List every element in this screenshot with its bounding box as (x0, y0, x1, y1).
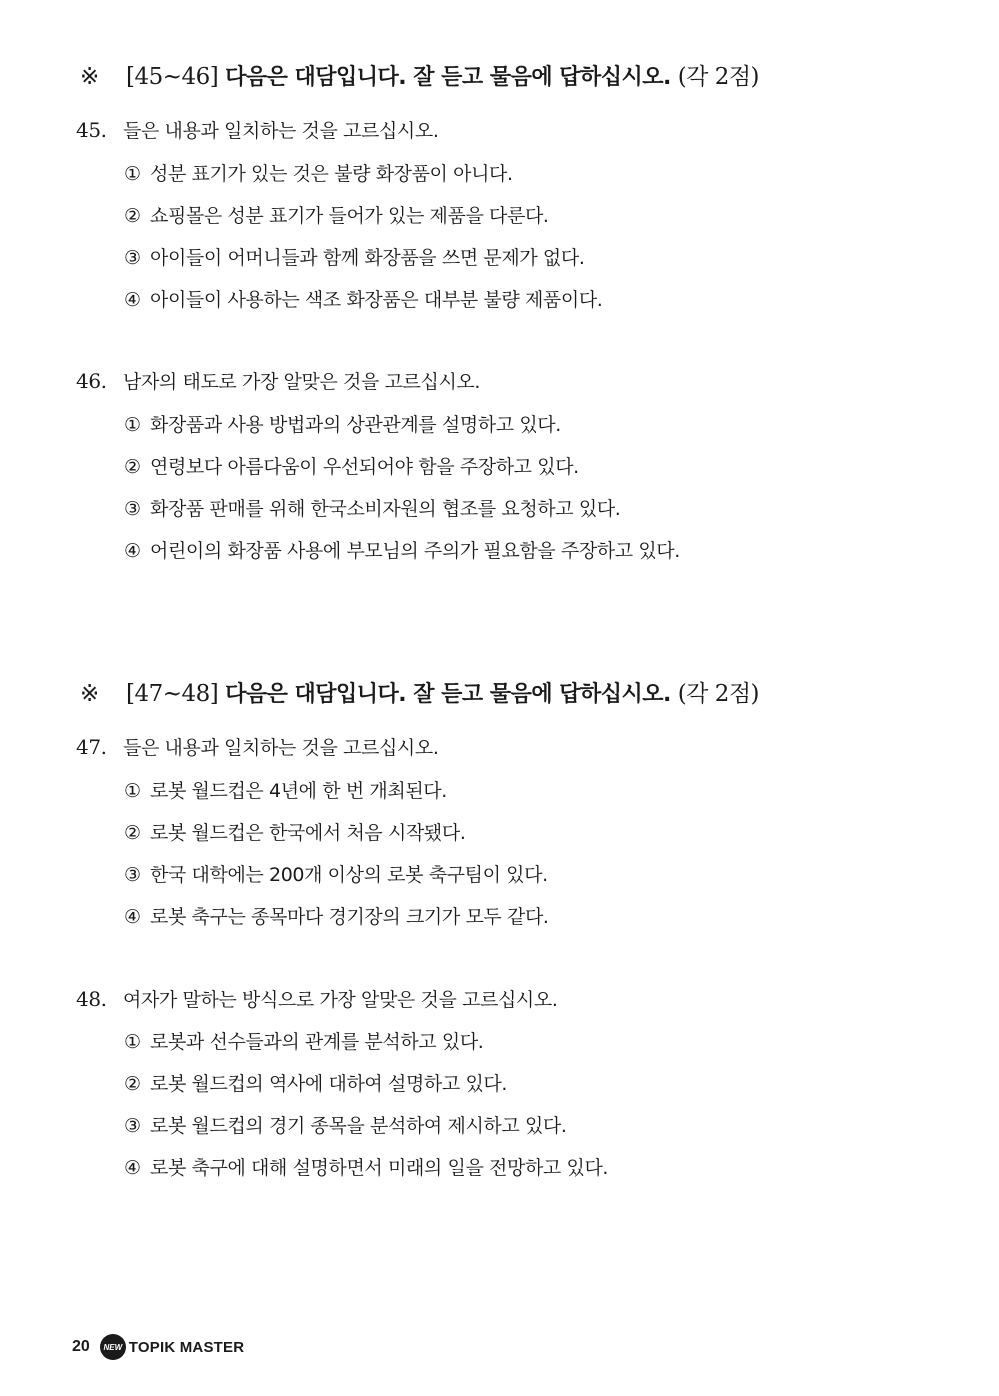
option-marker: ④ (124, 1157, 141, 1179)
option-48-4[interactable] (124, 1153, 608, 1180)
question-number: 47. (76, 735, 107, 759)
question-range: [45~46] (126, 64, 219, 90)
question-45 (76, 116, 438, 143)
new-badge-icon: NEW (100, 1334, 126, 1360)
option-marker: ③ (124, 864, 141, 886)
option-marker: ① (124, 1031, 141, 1053)
question-text: 여자가 말하는 방식으로 가장 알맞은 것을 고르십시오. (123, 989, 558, 1011)
question-number: 48. (76, 987, 107, 1011)
option-marker: ③ (124, 1115, 141, 1137)
section-header-47-48 (80, 675, 759, 708)
option-48-3[interactable] (124, 1111, 567, 1138)
page-number: 20 (72, 1338, 90, 1355)
section-header-45-46 (80, 58, 759, 91)
option-47-1[interactable] (124, 776, 447, 803)
brand-name: TOPIK MASTER (128, 1338, 245, 1356)
option-text: 로봇과 선수들과의 관계를 분석하고 있다. (150, 1031, 484, 1053)
option-text: 아이들이 어머니들과 함께 화장품을 쓰면 문제가 없다. (150, 247, 585, 269)
option-text: 아이들이 사용하는 색조 화장품은 대부분 불량 제품이다. (150, 289, 603, 311)
question-text: 남자의 태도로 가장 알맞은 것을 고르십시오. (123, 371, 481, 393)
option-45-4[interactable] (124, 285, 602, 312)
section-instruction: 다음은 대담입니다. 잘 듣고 물음에 답하십시오. (225, 65, 671, 90)
option-46-4[interactable] (124, 536, 680, 563)
option-marker: ② (124, 456, 141, 478)
question-46 (76, 367, 480, 394)
question-number: 46. (76, 369, 107, 393)
option-marker: ② (124, 822, 141, 844)
option-46-3[interactable] (124, 494, 620, 521)
option-text: 로봇 축구에 대해 설명하면서 미래의 일을 전망하고 있다. (150, 1157, 609, 1179)
question-48 (76, 985, 557, 1012)
option-marker: ④ (124, 906, 141, 928)
question-number: 45. (76, 118, 107, 142)
option-47-2[interactable] (124, 818, 465, 845)
section-points: (각 2점) (677, 64, 760, 90)
question-47 (76, 733, 438, 760)
option-46-2[interactable] (124, 452, 579, 479)
option-text: 연령보다 아름다움이 우선되어야 함을 주장하고 있다. (150, 456, 579, 478)
option-text: 화장품 판매를 위해 한국소비자원의 협조를 요청하고 있다. (150, 498, 621, 520)
option-45-1[interactable] (124, 159, 513, 186)
option-48-2[interactable] (124, 1069, 507, 1096)
option-text: 로봇 월드컵의 경기 종목을 분석하여 제시하고 있다. (150, 1115, 567, 1137)
option-text: 로봇 월드컵의 역사에 대하여 설명하고 있다. (150, 1073, 508, 1095)
question-text: 들은 내용과 일치하는 것을 고르십시오. (123, 737, 439, 759)
option-text: 어린이의 화장품 사용에 부모님의 주의가 필요함을 주장하고 있다. (150, 540, 680, 562)
section-instruction: 다음은 대담입니다. 잘 듣고 물음에 답하십시오. (225, 682, 671, 707)
option-marker: ④ (124, 540, 141, 562)
option-marker: ② (124, 205, 141, 227)
question-range: [47~48] (126, 681, 219, 707)
option-text: 성분 표기가 있는 것은 불량 화장품이 아니다. (150, 163, 513, 185)
option-marker: ① (124, 163, 141, 185)
page-footer (72, 1334, 244, 1360)
option-text: 화장품과 사용 방법과의 상관관계를 설명하고 있다. (150, 414, 561, 436)
option-text: 한국 대학에는 200개 이상의 로봇 축구팀이 있다. (150, 864, 548, 886)
option-45-2[interactable] (124, 201, 549, 228)
option-marker: ③ (124, 247, 141, 269)
option-48-1[interactable] (124, 1027, 483, 1054)
option-47-3[interactable] (124, 860, 548, 887)
option-marker: ② (124, 1073, 141, 1095)
option-text: 로봇 월드컵은 4년에 한 번 개최된다. (150, 780, 447, 802)
option-marker: ① (124, 414, 141, 436)
section-points: (각 2점) (677, 681, 760, 707)
option-46-1[interactable] (124, 410, 561, 437)
option-marker: ③ (124, 498, 141, 520)
option-47-4[interactable] (124, 902, 549, 929)
option-text: 쇼핑몰은 성분 표기가 들어가 있는 제품을 다룬다. (150, 205, 549, 227)
option-45-3[interactable] (124, 243, 584, 270)
option-text: 로봇 월드컵은 한국에서 처음 시작됐다. (150, 822, 466, 844)
option-text: 로봇 축구는 종목마다 경기장의 크기가 모두 같다. (150, 906, 549, 928)
reference-mark: ※ (80, 64, 99, 90)
option-marker: ① (124, 780, 141, 802)
option-marker: ④ (124, 289, 141, 311)
question-text: 들은 내용과 일치하는 것을 고르십시오. (123, 120, 439, 142)
reference-mark: ※ (80, 681, 99, 707)
